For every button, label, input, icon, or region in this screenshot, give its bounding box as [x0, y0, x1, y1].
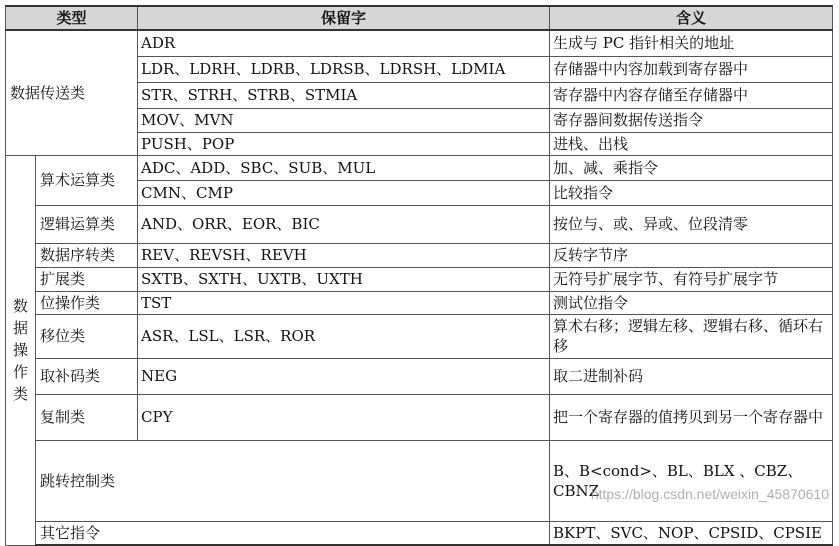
table-row: [6, 291, 833, 314]
reserved-words: REV、REVSH、REVH: [138, 243, 550, 267]
table-row: [6, 267, 833, 291]
header-meaning: 含义: [550, 6, 833, 30]
meaning: 无符号扩展字节、有符号扩展字节: [550, 267, 833, 291]
meaning: 把一个寄存器的值拷贝到另一个寄存器中: [550, 394, 833, 440]
subgroup-label: 逻辑运算类: [36, 205, 138, 243]
table-row: [6, 155, 833, 180]
meaning: 寄存器间数据传送指令: [550, 108, 833, 132]
subgroup-label: 扩展类: [36, 267, 138, 291]
meaning: 寄存器中内容存储至存储器中: [550, 82, 833, 108]
reserved-words: PUSH、POP: [138, 132, 550, 155]
meaning: 加、减、乘指令: [550, 155, 833, 180]
meaning: 存储器中内容加载到寄存器中: [550, 56, 833, 82]
group-data-operation: [6, 155, 36, 545]
table-row: [6, 30, 833, 56]
reserved-words: ADC、ADD、SBC、SUB、MUL: [138, 155, 550, 180]
header-type: 类型: [6, 6, 138, 30]
table-row: [6, 521, 833, 545]
group-char: 据: [12, 319, 28, 337]
reserved-words: CPY: [138, 394, 550, 440]
reserved-words: NEG: [138, 358, 550, 394]
subgroup-label: 复制类: [36, 394, 138, 440]
table-row: [6, 394, 833, 440]
meaning: 进栈、出栈: [550, 132, 833, 155]
group-data-transfer: 数据传送类: [6, 30, 138, 155]
reserved-words: STR、STRH、STRB、STMIA: [138, 82, 550, 108]
group-char: 作: [12, 363, 28, 381]
reserved-words: SXTB、SXTH、UXTB、UXTH: [138, 267, 550, 291]
meaning: 取二进制补码: [550, 358, 833, 394]
table-row: [6, 243, 833, 267]
table-row: [6, 314, 833, 358]
reserved-words: LDR、LDRH、LDRB、LDRSB、LDRSH、LDMIA: [138, 56, 550, 82]
reserved-words: TST: [138, 291, 550, 314]
group-other: 其它指令: [36, 521, 550, 545]
group-branch: 跳转控制类: [36, 440, 550, 521]
reserved-words: BKPT、SVC、NOP、CPSID、CPSIE: [550, 521, 833, 545]
meaning: 按位与、或、异或、位段清零: [550, 205, 833, 243]
reserved-words: B、B<cond>、BL、BLX 、CBZ、CBNZ: [550, 440, 833, 521]
subgroup-label: 算术运算类: [36, 155, 138, 205]
watermark: https://blog.csdn.net/weixin_45870610: [590, 486, 829, 502]
instruction-table: [5, 5, 833, 546]
subgroup-label: 取补码类: [36, 358, 138, 394]
meaning: 测试位指令: [550, 291, 833, 314]
group-char: 操: [12, 341, 28, 359]
meaning: 生成与 PC 指针相关的地址: [550, 30, 833, 56]
table-row: [6, 358, 833, 394]
meaning: 反转字节序: [550, 243, 833, 267]
meaning: 比较指令: [550, 180, 833, 205]
table-row: [6, 205, 833, 243]
header-reserved-word: 保留字: [138, 6, 550, 30]
reserved-words: ASR、LSL、LSR、ROR: [138, 314, 550, 358]
subgroup-label: 数据序转类: [36, 243, 138, 267]
reserved-words: ADR: [138, 30, 550, 56]
meaning: 算术右移；逻辑左移、逻辑右移、循环右移: [550, 314, 833, 358]
reserved-words: MOV、MVN: [138, 108, 550, 132]
header-row: [6, 6, 833, 30]
subgroup-label: 移位类: [36, 314, 138, 358]
group-char: 类: [12, 385, 28, 403]
reserved-words: AND、ORR、EOR、BIC: [138, 205, 550, 243]
subgroup-label: 位操作类: [36, 291, 138, 314]
reserved-words: CMN、CMP: [138, 180, 550, 205]
group-char: 数: [12, 297, 28, 315]
